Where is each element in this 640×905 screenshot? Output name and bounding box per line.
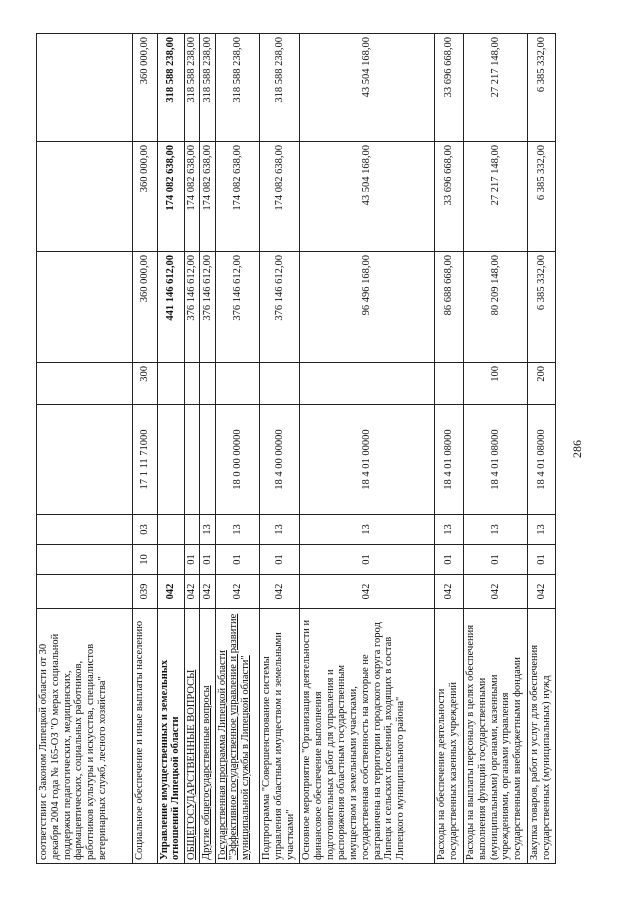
cell-adm: 042: [300, 575, 435, 609]
row-name: ОБЩЕГОСУДАРСТВЕННЫЕ ВОПРОСЫ: [186, 669, 198, 860]
cell-vr: 100: [464, 363, 528, 405]
row-name: соответствии с Законом Липецкой области от 30 декабря 2004 года № 165-ОЗ "О мерах социальной поддержки педагогических, медицинских, фармацевтических, социальных работников, работников культуры и искусства, специалистов ветеринарных служб, лесного хозяйства": [38, 633, 108, 860]
cell-name: [260, 609, 300, 864]
cell-adm: 042: [200, 575, 215, 609]
cell-podr: [185, 515, 200, 545]
cell-name: [435, 609, 464, 864]
cell-csr: [157, 405, 185, 515]
row-name: Подпрограмма "Совершенствование системы управления областным имуществом и земельными участками": [261, 632, 296, 860]
cell-vr: [300, 363, 435, 405]
cell-adm: 042: [464, 575, 528, 609]
table-row: [200, 34, 215, 864]
cell-csr: 18 4 00 00000: [260, 405, 300, 515]
cell-name: [528, 609, 556, 864]
cell-v2: [37, 142, 133, 252]
table-row: [464, 34, 528, 864]
cell-v1: [37, 252, 133, 363]
cell-name: [464, 609, 528, 864]
cell-razd: [157, 545, 185, 575]
cell-v3: 6 385 332,00: [528, 34, 556, 142]
cell-vr: [435, 363, 464, 405]
cell-adm: 042: [157, 575, 185, 609]
cell-adm: 042: [260, 575, 300, 609]
cell-csr: 18 4 01 08000: [464, 405, 528, 515]
table-row: [435, 34, 464, 864]
cell-v1: 360 000,00: [132, 252, 157, 363]
table-row: [260, 34, 300, 864]
cell-v1: 80 209 148,00: [464, 252, 528, 363]
cell-v1: 376 146 612,00: [200, 252, 215, 363]
table-row: [300, 34, 435, 864]
cell-podr: 03: [132, 515, 157, 545]
cell-razd: 01: [464, 545, 528, 575]
cell-name: [300, 609, 435, 864]
cell-v2: 174 082 638,00: [200, 142, 215, 252]
cell-v2: 174 082 638,00: [215, 142, 260, 252]
cell-csr: 18 4 01 00000: [300, 405, 435, 515]
row-name: Другие общегосударственные вопросы: [201, 685, 213, 860]
cell-podr: 13: [435, 515, 464, 545]
table-row: [157, 34, 185, 864]
table-body: [37, 34, 556, 864]
cell-v2: 27 217 148,00: [464, 142, 528, 252]
cell-v2: 43 504 168,00: [300, 142, 435, 252]
cell-v1: 376 146 612,00: [215, 252, 260, 363]
cell-razd: 01: [260, 545, 300, 575]
cell-csr: [37, 405, 133, 515]
cell-v1: 96 496 168,00: [300, 252, 435, 363]
cell-v3: [37, 34, 133, 142]
cell-name: [157, 609, 185, 864]
cell-podr: 13: [464, 515, 528, 545]
cell-v1: 376 146 612,00: [185, 252, 200, 363]
cell-vr: 300: [132, 363, 157, 405]
cell-v3: 27 217 148,00: [464, 34, 528, 142]
table-row: [528, 34, 556, 864]
cell-adm: 042: [215, 575, 260, 609]
cell-podr: 13: [260, 515, 300, 545]
cell-v2: 33 696 668,00: [435, 142, 464, 252]
table-row: [132, 34, 157, 864]
cell-v1: 86 688 668,00: [435, 252, 464, 363]
cell-razd: 01: [185, 545, 200, 575]
budget-table: [36, 33, 556, 864]
cell-podr: 13: [300, 515, 435, 545]
cell-adm: 042: [528, 575, 556, 609]
row-name: Управление имущественных и земельных отношений Липецкой области: [158, 659, 182, 860]
cell-podr: [157, 515, 185, 545]
cell-csr: 18 4 01 08000: [435, 405, 464, 515]
cell-v3: 318 588 238,00: [185, 34, 200, 142]
cell-csr: 17 1 11 71000: [132, 405, 157, 515]
cell-adm: 039: [132, 575, 157, 609]
cell-vr: [215, 363, 260, 405]
cell-v2: 174 082 638,00: [157, 142, 185, 252]
cell-vr: [260, 363, 300, 405]
cell-v3: 318 588 238,00: [260, 34, 300, 142]
cell-podr: 13: [215, 515, 260, 545]
cell-v1: 376 146 612,00: [260, 252, 300, 363]
cell-v1: 441 146 612,00: [157, 252, 185, 363]
cell-v3: 33 696 668,00: [435, 34, 464, 142]
cell-razd: 01: [200, 545, 215, 575]
cell-adm: 042: [185, 575, 200, 609]
cell-name: [200, 609, 215, 864]
cell-v1: 6 385 332,00: [528, 252, 556, 363]
table-row: [37, 34, 133, 864]
row-name: Государственная программа Липецкой области "Эффективное государственное управление и развитие муниципальной службы в Липецкой области": [216, 613, 252, 860]
row-name: Закупка товаров, работ и услуг для обеспечения государственных (муниципальных) нужд: [529, 644, 553, 860]
cell-vr: 200: [528, 363, 556, 405]
cell-name: [185, 609, 200, 864]
cell-name: [37, 609, 133, 864]
cell-vr: [37, 363, 133, 405]
cell-csr: [200, 405, 215, 515]
cell-razd: 10: [132, 545, 157, 575]
table-row: [215, 34, 260, 864]
cell-name: [215, 609, 260, 864]
cell-name: [132, 609, 157, 864]
cell-podr: [37, 515, 133, 545]
cell-adm: [37, 575, 133, 609]
cell-v2: 174 082 638,00: [260, 142, 300, 252]
cell-razd: 01: [300, 545, 435, 575]
cell-csr: 18 0 00 00000: [215, 405, 260, 515]
row-name: Расходы на обеспечение деятельности государственных казенных учреждений: [436, 681, 459, 860]
row-name: Социальное обеспечение и иные выплаты населению: [133, 620, 145, 860]
cell-v3: 318 588 238,00: [215, 34, 260, 142]
cell-razd: 01: [528, 545, 556, 575]
cell-podr: 13: [200, 515, 215, 545]
cell-v2: 6 385 332,00: [528, 142, 556, 252]
rotated-page: [36, 34, 601, 864]
cell-razd: [37, 545, 133, 575]
row-name: Расходы на выплаты персоналу в целях обеспечения выполнения функций государственными (муниципальными) органами, казенными учреждениями, органами управления государственными внебюджетными фондами: [465, 624, 524, 860]
cell-v2: 174 082 638,00: [185, 142, 200, 252]
cell-razd: 01: [435, 545, 464, 575]
cell-razd: 01: [215, 545, 260, 575]
row-name: Основное мероприятие "Организация деятельности и финансовое обеспечение выполнения подготовительных работ для управления и распоряжения областным государственным имуществом и земельными участками, государственная собственность на которые не разграничена на территории городского округа город Липецк и сельских поселений, входящих в состав Липецкого муниципального района": [301, 619, 407, 860]
cell-v3: 360 000,00: [132, 34, 157, 142]
cell-vr: [157, 363, 185, 405]
cell-csr: [185, 405, 200, 515]
cell-v2: 360 000,00: [132, 142, 157, 252]
cell-podr: 13: [528, 515, 556, 545]
table-row: [185, 34, 200, 864]
cell-csr: 18 4 01 08000: [528, 405, 556, 515]
cell-v3: 318 588 238,00: [200, 34, 215, 142]
cell-v3: 318 588 238,00: [157, 34, 185, 142]
cell-v3: 43 504 168,00: [300, 34, 435, 142]
cell-vr: [185, 363, 200, 405]
cell-vr: [200, 363, 215, 405]
cell-adm: 042: [435, 575, 464, 609]
page-number: 286: [570, 440, 584, 458]
